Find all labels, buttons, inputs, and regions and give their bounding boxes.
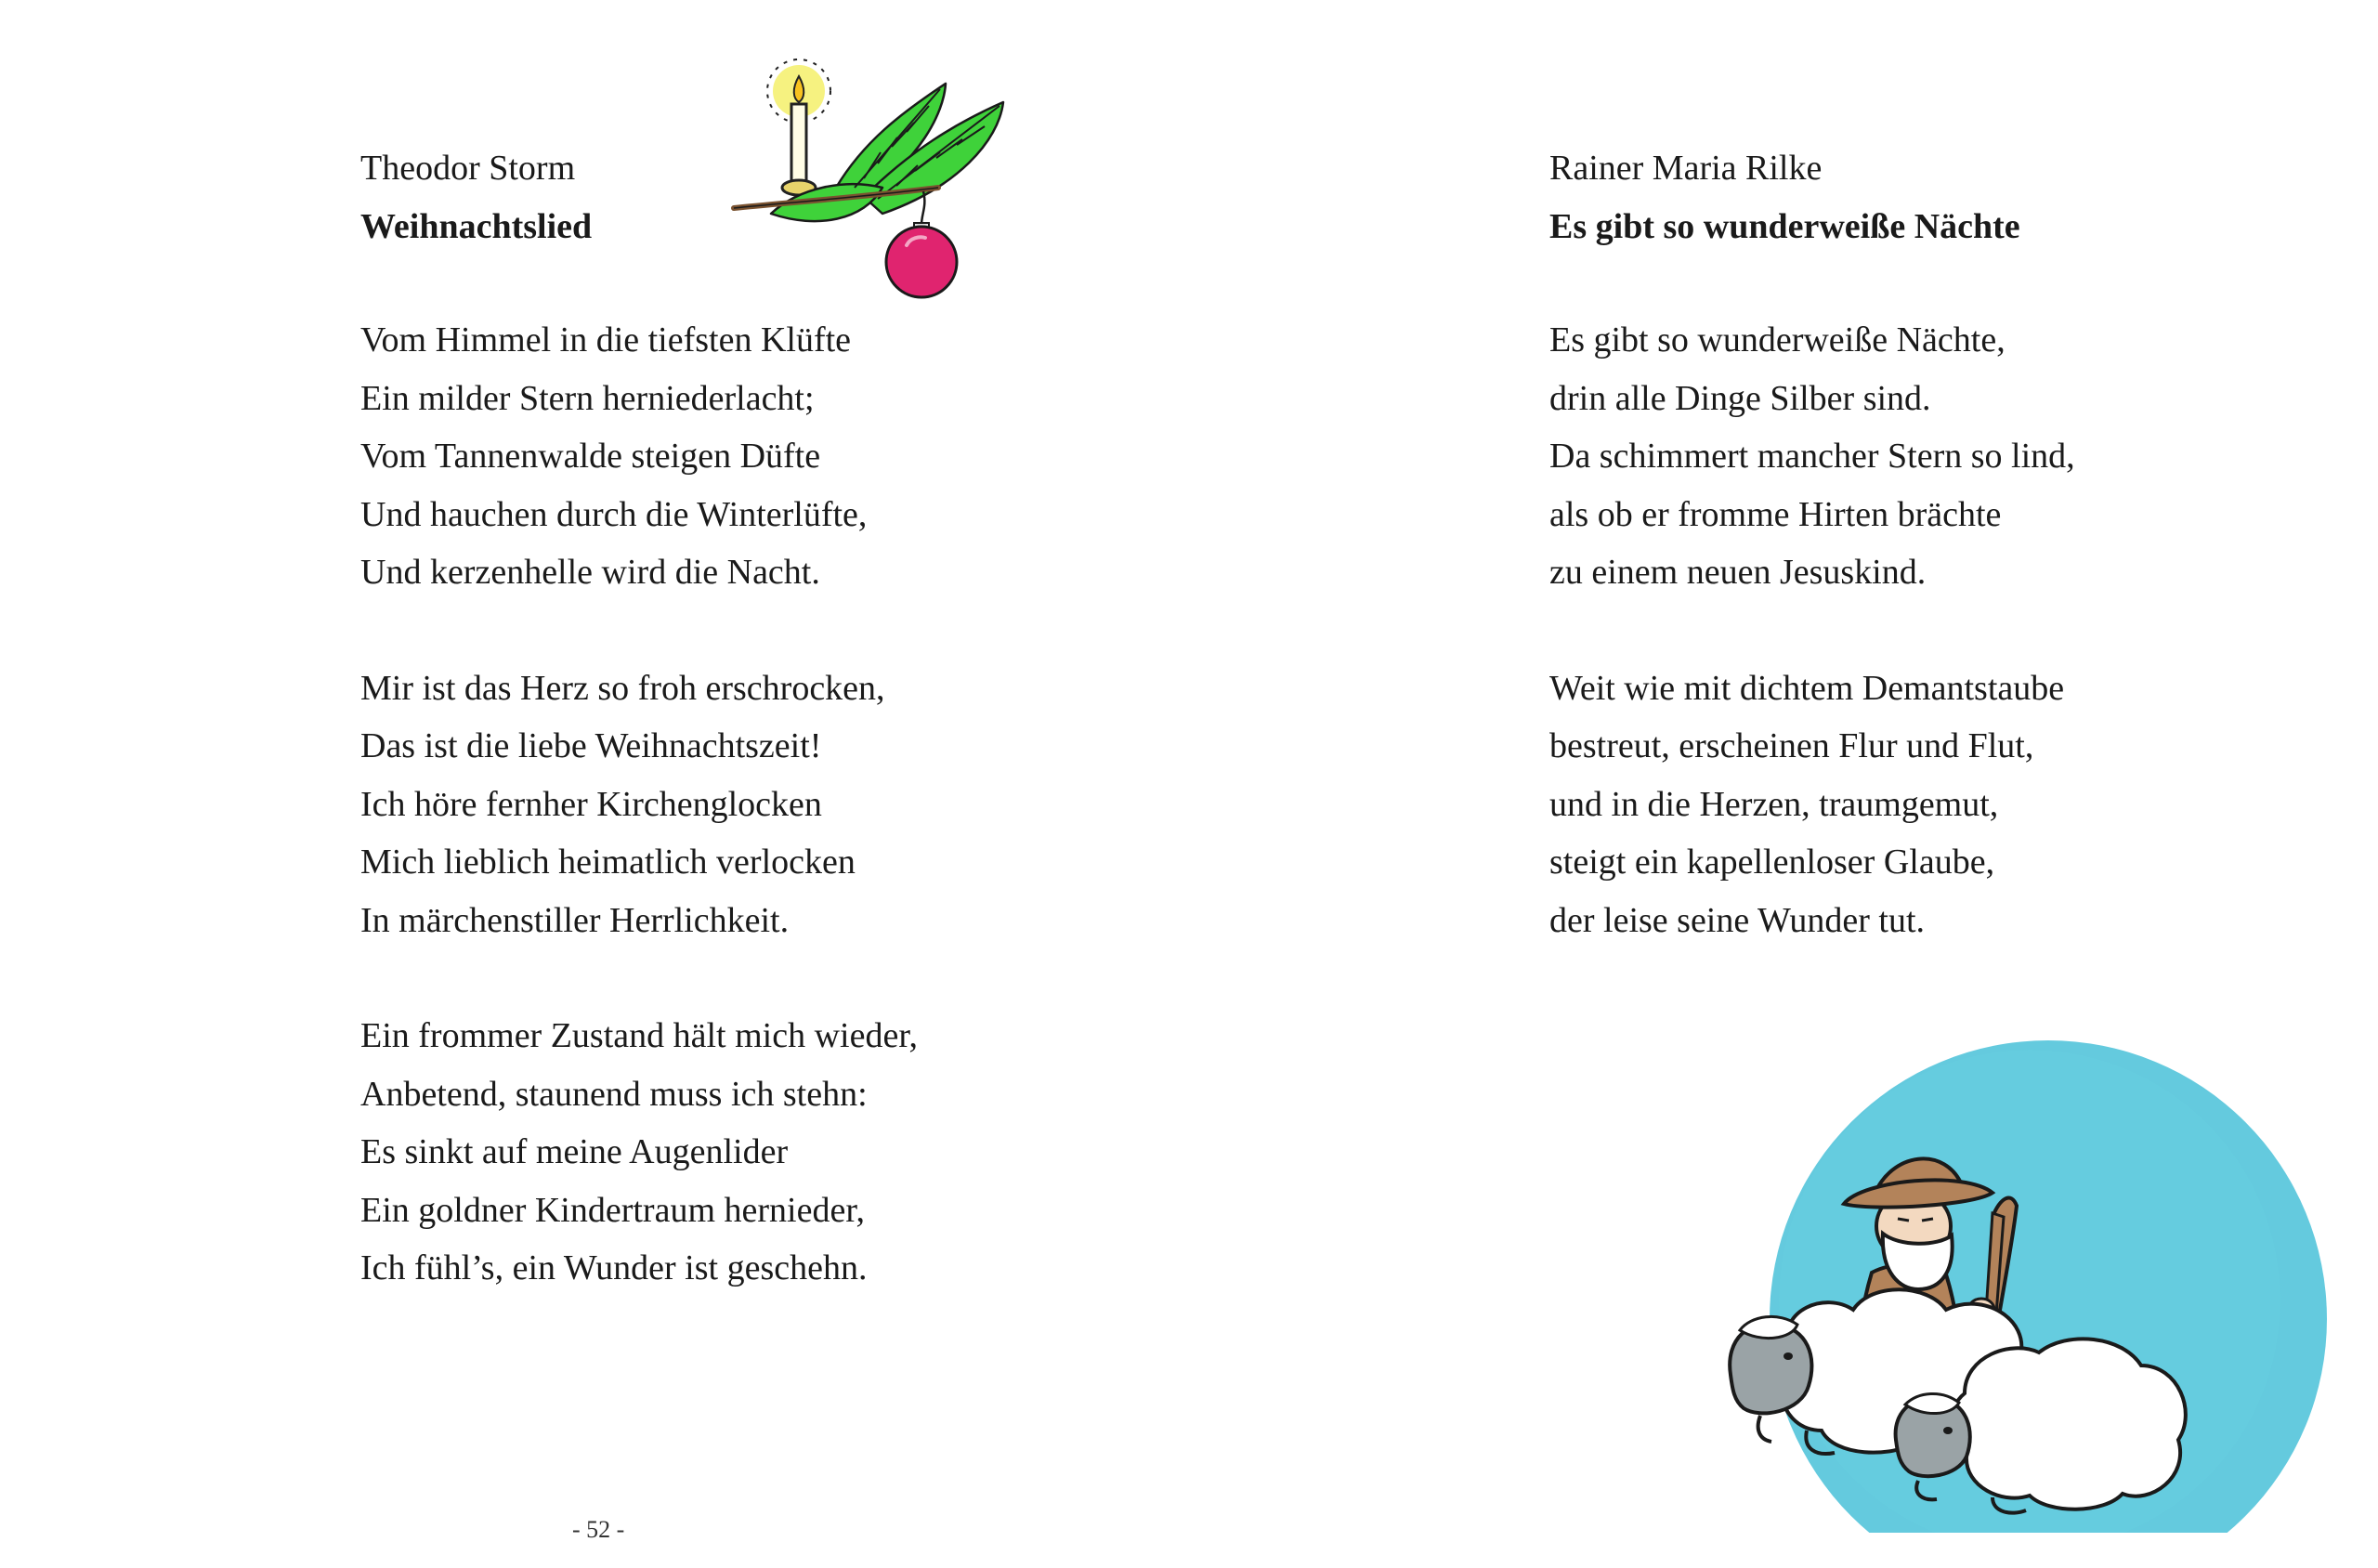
poem-line: Mich lieblich heimatlich verlocken <box>360 843 856 882</box>
poem-es-gibt-so-wunderweisse-naechte <box>1549 139 2075 949</box>
fir-branch-candle-icon <box>725 48 1022 299</box>
poem-line: Mir ist das Herz so froh erschrocken, <box>360 668 885 708</box>
stanza <box>360 1007 918 1298</box>
poem-line: und in die Herzen, traumgemut, <box>1549 784 1999 824</box>
poem-line: Ich höre fernher Kirchenglocken <box>360 784 822 824</box>
poem-author: Rainer Maria Rilke <box>1549 149 1823 188</box>
poem-line: Weit wie mit dichtem Demantstaube <box>1549 668 2065 708</box>
poem-title: Weihnachtslied <box>360 206 593 246</box>
poem-weihnachtslied <box>360 139 918 1298</box>
poem-author: Theodor Storm <box>360 149 576 188</box>
poem-line: Und kerzenhelle wird die Nacht. <box>360 553 820 592</box>
page-number: - 52 - <box>572 1516 625 1543</box>
poem-line: Es sinkt auf meine Augenlider <box>360 1132 789 1171</box>
poem-line: Ein frommer Zustand hält mich wieder, <box>360 1016 918 1055</box>
poem-line: Vom Himmel in die tiefsten Klüfte <box>360 320 852 359</box>
poem-line: zu einem neuen Jesuskind. <box>1549 553 1927 592</box>
poem-line: Das ist die liebe Weihnachtszeit! <box>360 726 822 765</box>
shepherd-with-sheep-icon <box>1528 1040 2345 1533</box>
poem-line: steigt ein kapellenloser Glaube, <box>1549 843 1995 882</box>
right-page <box>1189 0 2378 1568</box>
stanza <box>360 311 918 602</box>
poem-line: Da schimmert mancher Stern so lind, <box>1549 437 2075 476</box>
stanza <box>360 660 918 950</box>
poem-line: In märchenstiller Herrlichkeit. <box>360 900 790 940</box>
poem-line: Vom Tannenwalde steigen Düfte <box>360 437 821 476</box>
stanza <box>1549 311 2075 602</box>
poem-line: Es gibt so wunderweiße Nächte, <box>1549 320 2006 359</box>
poem-line: Ein milder Stern herniederlacht; <box>360 378 815 418</box>
poem-line: bestreut, erscheinen Flur und Flut, <box>1549 726 2034 765</box>
stanza <box>1549 660 2075 950</box>
poem-line: drin alle Dinge Silber sind. <box>1549 378 1931 418</box>
poem-line: Anbetend, staunend muss ich stehn: <box>360 1074 868 1114</box>
poem-line: Ich fühl’s, ein Wunder ist geschehn. <box>360 1248 868 1287</box>
poem-line: der leise seine Wunder tut. <box>1549 900 1926 940</box>
poem-title: Es gibt so wunderweiße Nächte <box>1549 206 2020 246</box>
poem-line: als ob er fromme Hirten brächte <box>1549 494 2002 534</box>
poem-line: Und hauchen durch die Winterlüfte, <box>360 494 868 534</box>
poem-line: Ein goldner Kindertraum hernieder, <box>360 1190 865 1230</box>
